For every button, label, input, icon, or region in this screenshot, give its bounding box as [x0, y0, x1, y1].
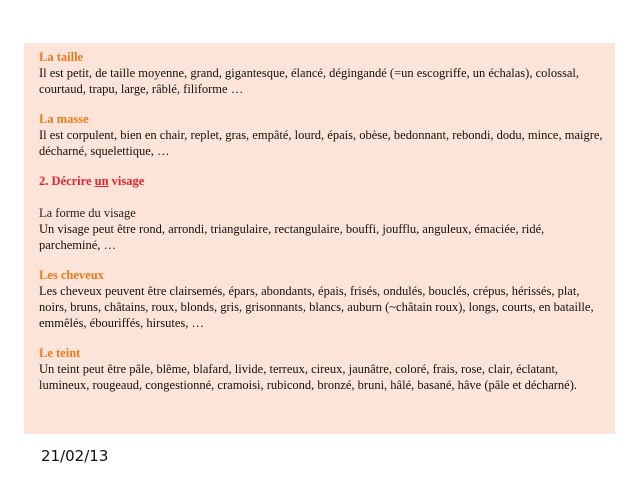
section-heading: La masse — [39, 112, 89, 126]
section-heading: La forme du visage — [39, 206, 136, 220]
section-text: Les cheveux peuvent être clairsemés, épars, abondants, épais, frisés, ondulés, bouclés, crépus, hérissés, plat, noirs, bruns, châtains, roux, blonds, gris, grisonnants, blancs, auburn (~châtain roux), longs, courts, en bataille, emmêlés, ébouriffés, hirsutes, … — [39, 284, 594, 330]
section-teint — [39, 345, 607, 393]
section-heading: Le teint — [39, 346, 81, 360]
heading-prefix: 2. Décrire — [39, 174, 95, 188]
heading-suffix: visage — [108, 174, 145, 188]
section-heading: La taille — [39, 50, 84, 64]
section-masse — [39, 111, 607, 159]
section-decrire-visage — [39, 173, 607, 189]
content-panel — [24, 43, 615, 434]
section-forme-visage — [39, 205, 607, 253]
section-heading: Les cheveux — [39, 268, 104, 282]
section-heading — [39, 173, 607, 189]
section-text: Il est petit, de taille moyenne, grand, gigantesque, élancé, dégingandé (=un escogriffe, un échalas), colossal, courtaud, trapu, large, râblé, filiforme … — [39, 66, 579, 96]
section-taille — [39, 49, 607, 97]
slide-date: 21/02/13 — [41, 447, 109, 465]
section-text: Un visage peut être rond, arrondi, triangulaire, rectangulaire, bouffi, joufflu, anguleux, émaciée, ridé, parcheminé, … — [39, 222, 545, 252]
section-text: Il est corpulent, bien en chair, replet, gras, empâté, lourd, épais, obèse, bedonnant, rebondi, dodu, mince, maigre, décharné, squelettique, … — [39, 128, 603, 158]
section-cheveux — [39, 267, 607, 331]
heading-underlined-word: un — [94, 174, 109, 188]
section-text: Un teint peut être pâle, blême, blafard, livide, terreux, cireux, jaunâtre, coloré, frais, rose, clair, éclatant, lumineux, rougeaud, congestionné, cramoisi, rubicond, bronzé, bruni, hâlé, basané, hâve (pâle et décharné). — [39, 362, 577, 392]
